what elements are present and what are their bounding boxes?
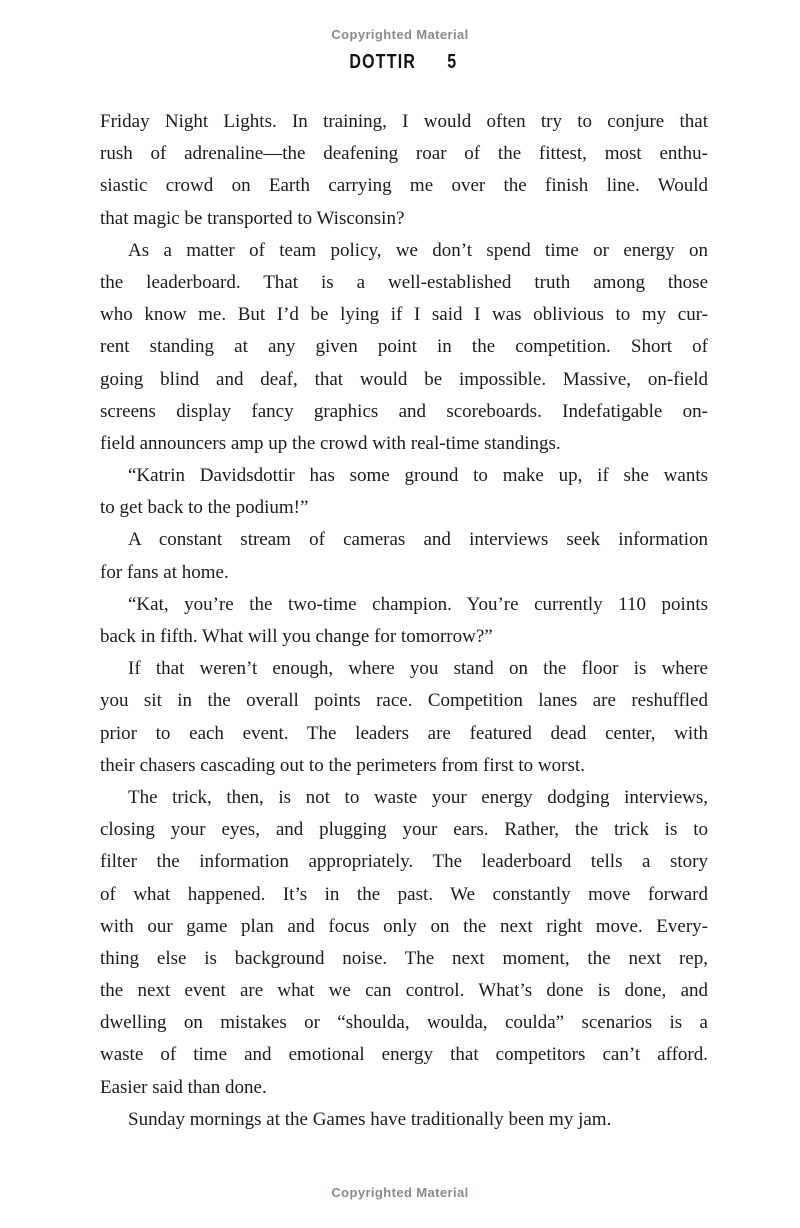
text-line: to get back to the podium!” bbox=[100, 497, 309, 519]
paragraph bbox=[100, 235, 708, 460]
text-line: the next event are what we can control. What’s done is done, and bbox=[100, 980, 708, 1002]
text-line: Sunday mornings at the Games have traditionally been my jam. bbox=[128, 1108, 612, 1130]
text-line: As a matter of team policy, we don’t spend time or energy on bbox=[128, 239, 708, 261]
text-line: Friday Night Lights. In training, I would often try to conjure that bbox=[100, 111, 708, 132]
text-line: with our game plan and focus only on the next right move. Every- bbox=[100, 915, 708, 937]
text-line: going blind and deaf, that would be impossible. Massive, on-field bbox=[100, 368, 708, 390]
page-number: 5 bbox=[447, 51, 458, 73]
text-line: A constant stream of cameras and interviews seek information bbox=[128, 529, 708, 551]
text-line: “Kat, you’re the two-time champion. You’re currently 110 points bbox=[128, 593, 708, 615]
text-line: waste of time and emotional energy that competitors can’t afford. bbox=[100, 1044, 708, 1066]
text-line: rush of adrenaline—the deafening roar of the fittest, most enthu- bbox=[100, 143, 708, 165]
paragraph bbox=[100, 653, 708, 782]
text-line: closing your eyes, and plugging your ears. Rather, the trick is to bbox=[100, 819, 708, 841]
running-header bbox=[0, 51, 800, 74]
text-line: the leaderboard. That is a well-established truth among those bbox=[100, 271, 708, 293]
text-line: thing else is background noise. The next moment, the next rep, bbox=[100, 947, 708, 969]
text-line: filter the information appropriately. The leaderboard tells a story bbox=[100, 851, 708, 873]
text-line: you sit in the overall points race. Competition lanes are reshuffled bbox=[100, 690, 708, 712]
text-line: for fans at home. bbox=[100, 561, 229, 583]
copyright-watermark-top: Copyrighted Material bbox=[331, 27, 469, 42]
text-line: field announcers amp up the crowd with real-time standings. bbox=[100, 432, 561, 454]
book-title: DOTTIR bbox=[349, 51, 417, 73]
paragraph bbox=[100, 1104, 708, 1136]
text-line: prior to each event. The leaders are featured dead center, with bbox=[100, 722, 708, 744]
paragraph bbox=[100, 589, 708, 653]
paragraph bbox=[100, 524, 708, 588]
text-line: of what happened. It’s in the past. We constantly move forward bbox=[100, 883, 708, 905]
copyright-watermark-bottom: Copyrighted Material bbox=[331, 1185, 469, 1200]
paragraph bbox=[100, 460, 708, 524]
text-line: rent standing at any given point in the competition. Short of bbox=[100, 336, 708, 358]
text-line: back in fifth. What will you change for tomorrow?” bbox=[100, 626, 493, 647]
text-line: The trick, then, is not to waste your energy dodging interviews, bbox=[128, 786, 708, 808]
text-line: their chasers cascading out to the perimeters from first to worst. bbox=[100, 754, 585, 776]
text-line: siastic crowd on Earth carrying me over the finish line. Would bbox=[100, 175, 708, 197]
text-line: Easier said than done. bbox=[100, 1076, 267, 1098]
paragraph bbox=[100, 106, 708, 235]
text-line: dwelling on mistakes or “shoulda, woulda, coulda” scenarios is a bbox=[100, 1012, 708, 1034]
text-line: who know me. But I’d be lying if I said I was oblivious to my cur- bbox=[100, 304, 708, 326]
text-line: “Katrin Davidsdottir has some ground to make up, if she wants bbox=[128, 465, 708, 487]
text-line: that magic be transported to Wisconsin? bbox=[100, 207, 405, 229]
text-line: screens display fancy graphics and scoreboards. Indefatigable on- bbox=[100, 400, 708, 422]
text-line: If that weren’t enough, where you stand on the floor is where bbox=[128, 658, 708, 680]
page-body-text bbox=[100, 106, 708, 1136]
paragraph bbox=[100, 782, 708, 1104]
